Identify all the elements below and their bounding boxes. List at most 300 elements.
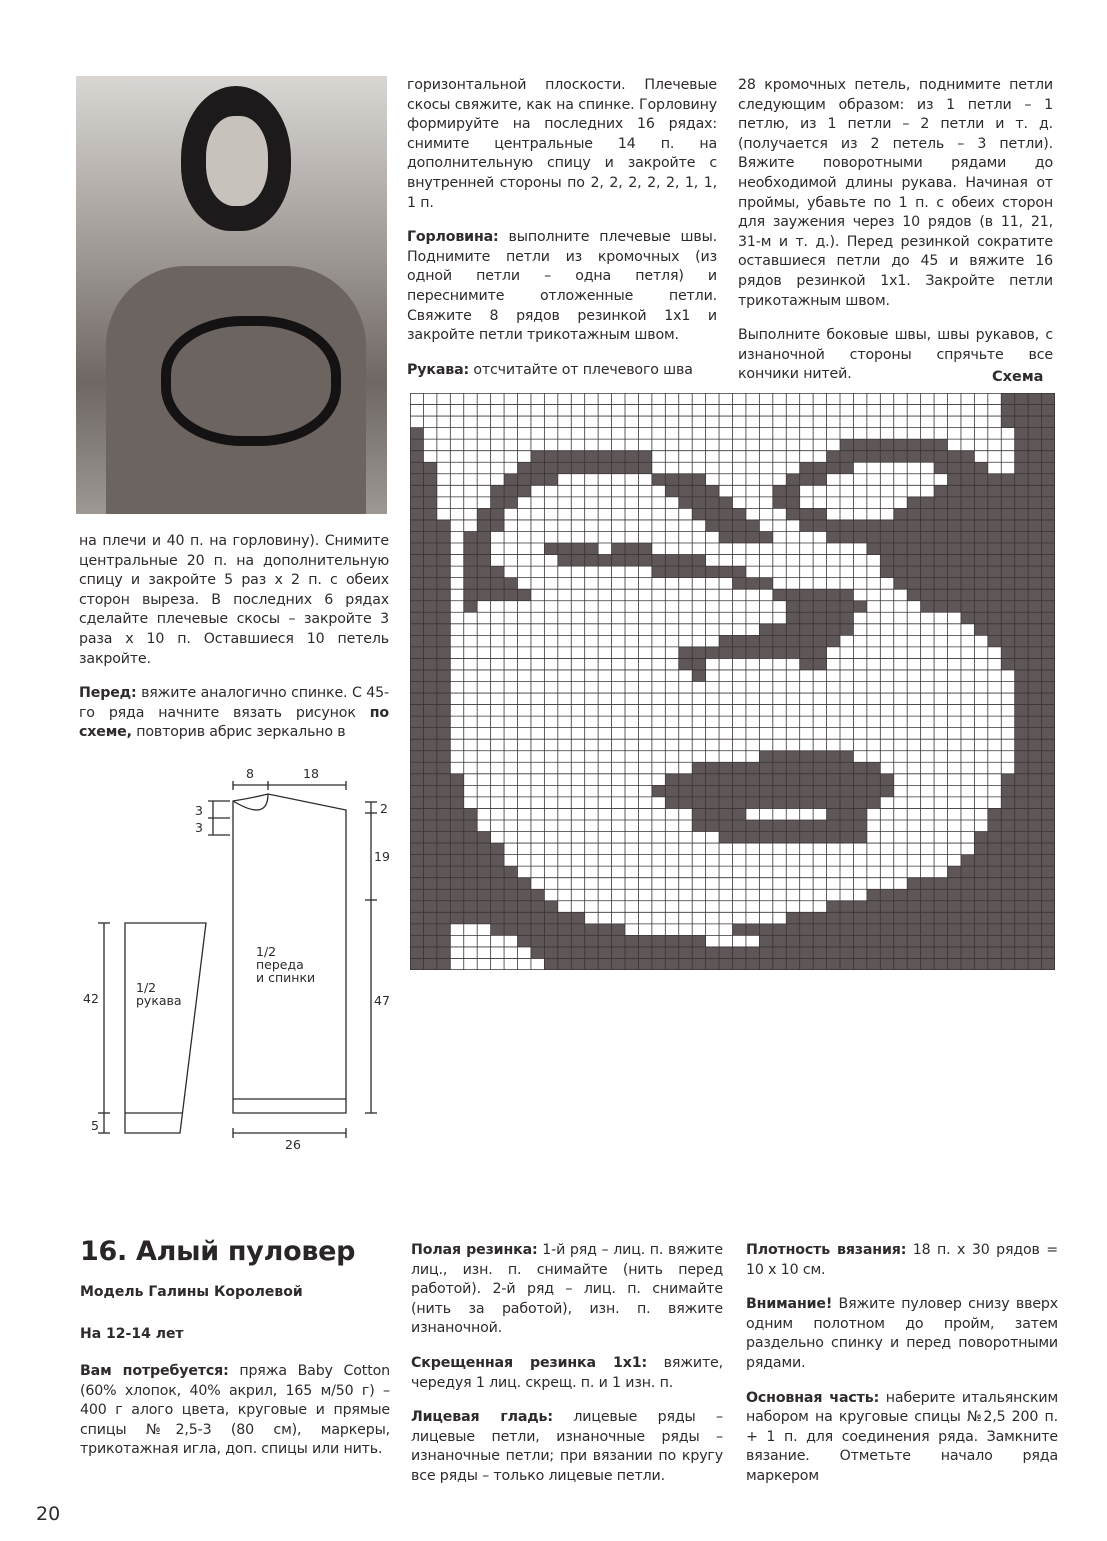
pattern-cell — [692, 935, 705, 947]
pattern-cell — [719, 820, 732, 832]
pattern-cell — [907, 924, 920, 936]
pattern-cell — [827, 462, 840, 474]
pattern-cell — [813, 508, 826, 520]
pattern-cell — [773, 774, 786, 786]
pattern-cell — [733, 578, 746, 590]
pattern-cell — [921, 543, 934, 555]
pattern-cell — [1042, 901, 1055, 913]
pattern-cell — [571, 451, 584, 463]
pattern-cell — [491, 843, 504, 855]
pattern-cell — [827, 762, 840, 774]
pattern-cell — [585, 935, 598, 947]
pattern-cell — [840, 808, 853, 820]
pattern-cell — [961, 508, 974, 520]
pattern-cell — [1015, 728, 1028, 740]
pattern-cell — [800, 612, 813, 624]
pattern-cell — [638, 462, 651, 474]
pattern-cell — [437, 797, 450, 809]
pattern-cell — [934, 555, 947, 567]
pattern-cell — [504, 889, 517, 901]
pattern-cell — [1028, 474, 1041, 486]
pattern-cell — [974, 912, 987, 924]
pattern-cell — [719, 832, 732, 844]
pattern-cell — [410, 912, 423, 924]
pattern-cell — [1028, 947, 1041, 959]
pattern-cell — [813, 520, 826, 532]
pattern-cell — [1015, 405, 1028, 417]
dim-3-bottom: 3 — [195, 820, 203, 835]
pattern-cell — [907, 439, 920, 451]
pattern-cell — [894, 912, 907, 924]
pattern-cell — [1028, 785, 1041, 797]
pattern-cell — [827, 601, 840, 613]
pattern-cell — [746, 947, 759, 959]
pattern-cell — [706, 808, 719, 820]
pattern-cell — [840, 785, 853, 797]
pattern-cell — [1015, 843, 1028, 855]
pattern-cell — [813, 589, 826, 601]
pattern-cell — [410, 947, 423, 959]
pattern-cell — [733, 520, 746, 532]
pattern-cell — [423, 751, 436, 763]
pattern-cell — [948, 451, 961, 463]
pattern-cell — [504, 589, 517, 601]
pattern-cell — [773, 924, 786, 936]
pattern-cell — [544, 935, 557, 947]
pattern-cell — [948, 935, 961, 947]
pattern-cell — [974, 958, 987, 970]
pattern-cell — [1028, 578, 1041, 590]
pattern-cell — [974, 462, 987, 474]
pattern-cell — [1028, 589, 1041, 601]
pattern-cell — [1015, 855, 1028, 867]
pattern-cell — [719, 947, 732, 959]
pattern-cell — [544, 912, 557, 924]
pattern-cell — [827, 924, 840, 936]
pattern-cell — [813, 947, 826, 959]
pattern-cell — [585, 462, 598, 474]
pattern-cell — [934, 462, 947, 474]
pattern-cell — [491, 589, 504, 601]
label-gauge: Плотность вязания: — [746, 1242, 907, 1258]
pattern-cell — [423, 589, 436, 601]
pattern-cell — [746, 762, 759, 774]
pattern-cell — [961, 889, 974, 901]
neck-curve — [233, 794, 268, 810]
pattern-cell — [786, 474, 799, 486]
pattern-cell — [988, 878, 1001, 890]
pattern-cell — [988, 855, 1001, 867]
pattern-cell — [961, 901, 974, 913]
pattern-cell — [840, 751, 853, 763]
pattern-cell — [1028, 416, 1041, 428]
pattern-cell — [974, 578, 987, 590]
pattern-cell — [679, 566, 692, 578]
pattern-cell — [988, 531, 1001, 543]
pattern-cell — [1042, 428, 1055, 440]
pattern-cell — [518, 912, 531, 924]
pattern-grid-svg — [410, 393, 1055, 970]
pattern-cell — [464, 843, 477, 855]
pattern-cell — [961, 866, 974, 878]
pattern-cell — [786, 935, 799, 947]
pattern-cell — [410, 601, 423, 613]
pattern-cell — [961, 878, 974, 890]
pattern-cell — [706, 485, 719, 497]
pattern-cell — [410, 866, 423, 878]
text-paragraph — [746, 1389, 1058, 1487]
pattern-cell — [692, 485, 705, 497]
pattern-cell — [974, 624, 987, 636]
pattern-cell — [464, 866, 477, 878]
pattern-cell — [800, 647, 813, 659]
pattern-cell — [853, 451, 866, 463]
pattern-cell — [800, 912, 813, 924]
pattern-cell — [1028, 728, 1041, 740]
pattern-cell — [907, 451, 920, 463]
pattern-cell — [1028, 543, 1041, 555]
pattern-cell — [1028, 832, 1041, 844]
pattern-cell — [813, 820, 826, 832]
pattern-cell — [1015, 739, 1028, 751]
pattern-cell — [800, 774, 813, 786]
pattern-cell — [867, 774, 880, 786]
pattern-cell — [853, 958, 866, 970]
pattern-cell — [477, 578, 490, 590]
pattern-cell — [437, 693, 450, 705]
pattern-cell — [948, 878, 961, 890]
pattern-cell — [1015, 889, 1028, 901]
pattern-cell — [800, 958, 813, 970]
pattern-cell — [921, 566, 934, 578]
pattern-cell — [531, 935, 544, 947]
pattern-cell — [437, 555, 450, 567]
label-main-part: Основная часть: — [746, 1389, 880, 1406]
pattern-cell — [988, 924, 1001, 936]
pattern-cell — [423, 601, 436, 613]
pattern-cell — [1042, 866, 1055, 878]
schema-label: Схема — [992, 369, 1044, 385]
pattern-cell — [961, 555, 974, 567]
pattern-cell — [988, 485, 1001, 497]
pattern-cell — [679, 958, 692, 970]
pattern-cell — [491, 566, 504, 578]
pattern-cell — [1028, 462, 1041, 474]
pattern-cell — [948, 555, 961, 567]
pattern-cell — [504, 878, 517, 890]
pattern-cell — [800, 924, 813, 936]
pattern-cell — [934, 947, 947, 959]
pattern-cell — [1015, 716, 1028, 728]
pattern-cell — [1042, 416, 1055, 428]
pattern-cell — [840, 531, 853, 543]
pattern-cell — [773, 762, 786, 774]
pattern-cell — [974, 497, 987, 509]
dim-2: 2 — [380, 801, 388, 816]
pattern-cell — [423, 543, 436, 555]
pattern-cell — [773, 935, 786, 947]
pattern-cell — [652, 947, 665, 959]
pattern-cell — [1042, 878, 1055, 890]
pattern-cell — [880, 889, 893, 901]
pattern-cell — [518, 589, 531, 601]
pattern-cell — [410, 624, 423, 636]
pattern-cell — [1028, 601, 1041, 613]
pattern-cell — [423, 878, 436, 890]
pattern-cell — [1001, 635, 1014, 647]
text: отсчитайте от плечевого шва — [469, 361, 693, 378]
pattern-cell — [1028, 439, 1041, 451]
pattern-cell — [813, 612, 826, 624]
pattern-cell — [1001, 855, 1014, 867]
pattern-cell — [907, 589, 920, 601]
pattern-cell — [813, 797, 826, 809]
text: Вяжите пуловер снизу вверх одним полотном до пройм, затем раздельно спинку и перед поворотными рядами. — [746, 1296, 1058, 1371]
pattern-cell — [840, 612, 853, 624]
pattern-cell — [759, 762, 772, 774]
pattern-cell — [1042, 566, 1055, 578]
pattern-cell — [733, 531, 746, 543]
pattern-cell — [934, 901, 947, 913]
pattern-cell — [1042, 808, 1055, 820]
pattern-cell — [706, 958, 719, 970]
pattern-cell — [733, 947, 746, 959]
pattern-cell — [558, 935, 571, 947]
pattern-cell — [746, 578, 759, 590]
text-paragraph: 28 кромочных петель, поднимите петли следующим образом: из 1 петли – 1 петлю, из 1 петли – 2 петли и т. д. (получается из 2 петель – 3 петли). Вяжите поворотными рядами до необходимой длины рукава. Начиная от проймы, убавьте по 1 п. с обеих сторон для заужения через 10 рядов (в 11, 21, 31-м и т. д.). Перед резинкой сократите оставшиеся петли до 45 и вяжите 16 рядов резинкой 1x1. Закройте петли трикотажным швом. — [738, 77, 1053, 309]
pattern-cell — [1028, 555, 1041, 567]
pattern-cell — [518, 901, 531, 913]
pattern-cell — [1028, 797, 1041, 809]
pattern-cell — [840, 451, 853, 463]
pattern-cell — [1001, 901, 1014, 913]
pattern-cell — [1042, 820, 1055, 832]
pattern-cell — [773, 785, 786, 797]
pattern-cell — [477, 889, 490, 901]
pattern-cell — [1001, 566, 1014, 578]
pattern-cell — [894, 935, 907, 947]
pattern-cell — [423, 843, 436, 855]
pattern-cell — [1028, 531, 1041, 543]
pattern-cell — [423, 739, 436, 751]
pattern-cell — [827, 820, 840, 832]
pattern-cell — [1015, 624, 1028, 636]
pattern-cell — [988, 832, 1001, 844]
dim-3-top: 3 — [195, 803, 203, 818]
pattern-cell — [1001, 878, 1014, 890]
pattern-cell — [746, 531, 759, 543]
pattern-cell — [1001, 474, 1014, 486]
column-3-top — [738, 76, 1053, 400]
text: пряжа Baby Cotton (60% хлопок, 40% акрил, 165 м/50 г) – 400 г алого цвета, круговые и прямые спицы №2,5-3 (80 см), маркеры, трикотажная игла, доп. спицы или нить. — [80, 1363, 390, 1458]
pattern-cell — [558, 924, 571, 936]
body-label — [256, 945, 315, 984]
pattern-cell — [1001, 866, 1014, 878]
pattern-cell — [1015, 935, 1028, 947]
photo-face-motif — [161, 316, 341, 446]
pattern-cell — [1042, 670, 1055, 682]
pattern-cell — [1015, 485, 1028, 497]
pattern-cell — [894, 508, 907, 520]
pattern-cell — [437, 728, 450, 740]
pattern-cell — [867, 947, 880, 959]
pattern-cell — [773, 820, 786, 832]
pattern-cell — [934, 878, 947, 890]
pattern-cell — [813, 601, 826, 613]
pattern-cell — [853, 785, 866, 797]
pattern-cell — [934, 924, 947, 936]
pattern-cell — [733, 832, 746, 844]
pattern-cell — [827, 531, 840, 543]
pattern-cell — [1028, 624, 1041, 636]
pattern-cell — [625, 958, 638, 970]
pattern-cell — [544, 474, 557, 486]
pattern-cell — [1028, 705, 1041, 717]
pattern-cell — [437, 878, 450, 890]
pattern-cell — [1042, 682, 1055, 694]
pattern-cell — [423, 912, 436, 924]
pattern-cell — [813, 658, 826, 670]
pattern-cell — [934, 497, 947, 509]
pattern-cell — [786, 601, 799, 613]
pattern-cell — [1015, 693, 1028, 705]
pattern-cell — [880, 924, 893, 936]
pattern-cell — [1015, 878, 1028, 890]
pattern-cell — [1042, 508, 1055, 520]
pattern-cell — [1001, 889, 1014, 901]
pattern-cell — [410, 751, 423, 763]
pattern-cell — [746, 785, 759, 797]
pattern-cell — [974, 555, 987, 567]
pattern-cell — [1042, 543, 1055, 555]
pattern-cell — [1042, 578, 1055, 590]
pattern-cell — [813, 785, 826, 797]
pattern-cell — [477, 566, 490, 578]
pattern-cell — [988, 889, 1001, 901]
pattern-cell — [437, 762, 450, 774]
pattern-cell — [880, 543, 893, 555]
pattern-cell — [571, 912, 584, 924]
sleeve-label-line: рукава — [136, 993, 182, 1008]
pattern-cell — [840, 832, 853, 844]
pattern-cell — [679, 658, 692, 670]
pattern-cell — [1028, 808, 1041, 820]
pattern-cell — [558, 555, 571, 567]
pattern-cell — [1015, 924, 1028, 936]
pattern-cell — [464, 878, 477, 890]
pattern-cell — [665, 958, 678, 970]
pattern-cell — [786, 762, 799, 774]
pattern-cell — [948, 566, 961, 578]
pattern-cell — [692, 497, 705, 509]
pattern-cell — [665, 474, 678, 486]
pattern-cell — [1001, 624, 1014, 636]
pattern-cell — [706, 647, 719, 659]
pattern-cell — [934, 451, 947, 463]
pattern-cell — [1001, 947, 1014, 959]
pattern-cell — [464, 855, 477, 867]
pattern-cell — [437, 855, 450, 867]
pattern-cell — [840, 520, 853, 532]
pattern-cell — [1001, 820, 1014, 832]
pattern-cell — [410, 728, 423, 740]
pattern-cell — [477, 843, 490, 855]
pattern-cell — [598, 924, 611, 936]
body-label-line: переда — [256, 957, 304, 972]
pattern-cell — [585, 543, 598, 555]
pattern-cell — [988, 520, 1001, 532]
pattern-cell — [665, 555, 678, 567]
pattern-cell — [612, 958, 625, 970]
pattern-cell — [410, 785, 423, 797]
pattern-cell — [786, 635, 799, 647]
pattern-cell — [544, 924, 557, 936]
pattern-cell — [410, 889, 423, 901]
pattern-cell — [961, 958, 974, 970]
pattern-cell — [423, 635, 436, 647]
pattern-cell — [437, 751, 450, 763]
pattern-cell — [665, 797, 678, 809]
pattern-cell — [423, 658, 436, 670]
pattern-cell — [733, 797, 746, 809]
pattern-cell — [1042, 855, 1055, 867]
pattern-cell — [679, 774, 692, 786]
pattern-cell — [907, 555, 920, 567]
pattern-cell — [773, 947, 786, 959]
body-label-line: и спинки — [256, 970, 316, 985]
pattern-cell — [571, 543, 584, 555]
pattern-cell — [410, 428, 423, 440]
pattern-cell — [450, 878, 463, 890]
pattern-cell — [423, 624, 436, 636]
pattern-cell — [934, 566, 947, 578]
pattern-cell — [988, 624, 1001, 636]
pattern-cell — [450, 785, 463, 797]
pattern-cell — [786, 751, 799, 763]
pattern-cell — [948, 462, 961, 474]
pattern-cell — [423, 935, 436, 947]
pattern-cell — [491, 855, 504, 867]
pattern-cell — [907, 958, 920, 970]
pattern-cell — [1042, 751, 1055, 763]
pattern-cell — [437, 843, 450, 855]
pattern-cell — [853, 832, 866, 844]
pattern-cell — [1028, 485, 1041, 497]
pattern-cell — [934, 508, 947, 520]
pattern-cell — [491, 912, 504, 924]
pattern-cell — [423, 762, 436, 774]
pattern-cell — [423, 531, 436, 543]
pattern-cell — [410, 901, 423, 913]
pattern-cell — [410, 543, 423, 555]
pattern-cell — [437, 670, 450, 682]
pattern-cell — [464, 832, 477, 844]
pattern-cell — [1042, 785, 1055, 797]
pattern-cell — [706, 520, 719, 532]
pattern-cell — [692, 566, 705, 578]
pattern-cell — [733, 762, 746, 774]
pattern-cell — [410, 508, 423, 520]
pattern-cell — [1042, 739, 1055, 751]
pattern-cell — [477, 866, 490, 878]
pattern-cell — [423, 797, 436, 809]
pattern-cell — [934, 935, 947, 947]
pattern-cell — [840, 589, 853, 601]
pattern-cell — [1015, 832, 1028, 844]
pattern-cell — [786, 485, 799, 497]
pattern-cell — [598, 555, 611, 567]
pattern-cell — [921, 439, 934, 451]
